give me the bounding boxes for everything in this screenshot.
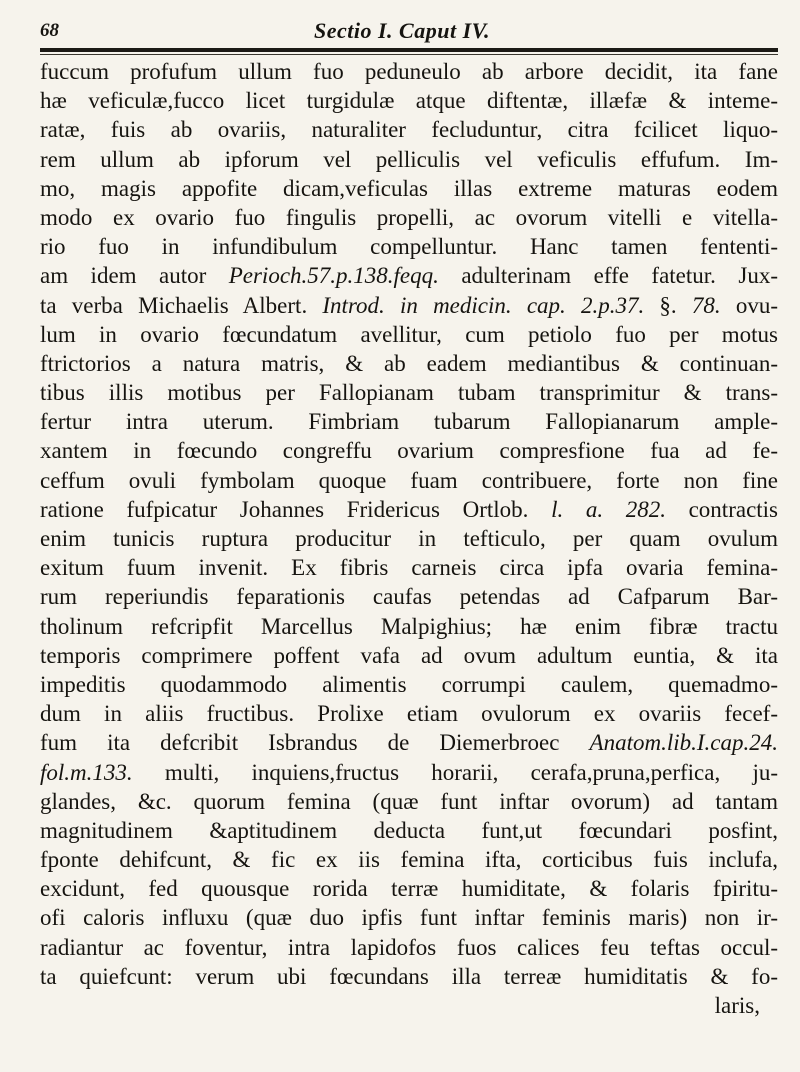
- line-text: radiantur ac foventur, intra lapidofos fuos calices feu teftas occul-: [40, 934, 778, 960]
- text-line: [40, 787, 778, 816]
- header-rule-thin: [40, 54, 778, 55]
- text-line: [40, 582, 778, 611]
- line-text: temporis comprimere poffent vafa ad ovum adultum euntia, & ita: [40, 642, 778, 668]
- line-text: tholinum refcripfit Marcellus Malpighius; hæ enim fibræ tractu: [40, 613, 778, 639]
- text-line: [40, 670, 778, 699]
- line-text: fponte dehifcunt, & fic ex iis femina ifta, corticibus fuis inclufa,: [40, 847, 778, 873]
- text-line: [40, 232, 778, 261]
- text-line: [40, 553, 778, 582]
- line-text: modo ex ovario fuo fingulis propelli, ac ovorum vitelli e vitella-: [40, 204, 778, 230]
- text-line: [40, 291, 778, 320]
- text-line: [40, 845, 778, 874]
- text-line: [40, 933, 778, 962]
- line-text: mo, magis appofite dicam,veficulas illas extreme maturas eodem: [40, 175, 778, 201]
- text-line: [40, 758, 778, 787]
- citation-text: l. a. 282.: [551, 496, 666, 522]
- running-head: [40, 16, 770, 50]
- text-line: [40, 991, 778, 1020]
- line-text: fertur intra uterum. Fimbriam tubarum Fallopianarum ample-: [40, 409, 778, 435]
- text-line: [40, 203, 778, 232]
- line-text: tibus illis motibus per Fallopianam tubam transprimitur & trans-: [40, 380, 778, 406]
- body-text: [40, 57, 778, 1020]
- header-rule: [40, 48, 778, 52]
- text-line: [40, 962, 778, 991]
- line-text: ovu-: [720, 292, 778, 318]
- line-text: hæ veficulæ,fucco licet turgidulæ atque diftentæ, illæfæ & inteme-: [40, 88, 778, 114]
- text-line: [40, 145, 778, 174]
- line-text: impeditis quodammodo alimentis corrumpi caulem, quemadmo-: [40, 671, 778, 697]
- text-line: [40, 612, 778, 641]
- text-line: [40, 816, 778, 845]
- line-text: ratæ, fuis ab ovariis, naturaliter fecluduntur, citra fcilicet liquo-: [40, 117, 778, 143]
- line-text: fum ita defcribit Isbrandus de Diemerbroec: [40, 730, 590, 756]
- line-text: dum in aliis fructibus. Prolixe etiam ovulorum ex ovariis fecef-: [40, 701, 778, 727]
- line-text: ceffum ovuli fymbolam quoque fuam contribuere, forte non fine: [40, 467, 778, 493]
- text-line: [40, 874, 778, 903]
- text-line: [40, 524, 778, 553]
- line-text: am idem autor: [40, 263, 229, 289]
- line-text: xantem in fœcundo congreffu ovarium compresfione fua ad fe-: [40, 438, 778, 464]
- line-text: §.: [644, 292, 692, 318]
- text-line: [40, 115, 778, 144]
- citation-text: Anatom.lib.I.cap.24.: [589, 730, 778, 756]
- citation-text: Perioch.57.p.138.feqq.: [228, 263, 439, 289]
- line-text: rio fuo in infundibulum compelluntur. Hanc tamen fententi-: [40, 234, 778, 260]
- text-line: [40, 436, 778, 465]
- line-text: ta quiefcunt: verum ubi fœcundans illa terreæ humiditatis & fo-: [40, 963, 778, 989]
- text-line: [40, 903, 778, 932]
- line-text: multi, inquiens,fructus horarii, cerafa,pruna,perfica, ju-: [132, 759, 778, 785]
- text-line: [40, 466, 778, 495]
- line-text: ratione fufpicatur Johannes Fridericus Ortlob.: [40, 496, 552, 522]
- section-chapter-heading: Sectio I. Caput IV.: [314, 18, 490, 43]
- text-line: [40, 728, 778, 757]
- line-text: enim tunicis ruptura producitur in tefticulo, per quam ovulum: [40, 526, 778, 551]
- line-text: exitum fuum invenit. Ex fibris carneis circa ipfa ovaria femina-: [40, 555, 778, 581]
- line-text: contractis: [665, 496, 778, 522]
- line-text: adulterinam effe fatetur. Jux-: [438, 263, 778, 289]
- text-line: [40, 86, 778, 115]
- line-text: rum reperiundis feparationis caufas petendas ad Cafparum Bar-: [40, 584, 778, 610]
- text-line: [40, 320, 778, 349]
- page-number: 68: [40, 20, 59, 41]
- line-text: laris,: [714, 993, 760, 1018]
- line-text: lum in ovario fœcundatum avellitur, cum petiolo fuo per motus: [40, 321, 778, 347]
- line-text: magnitudinem &aptitudinem deducta funt,ut fœcundari posfint,: [40, 817, 778, 843]
- text-line: [40, 407, 778, 436]
- text-line: [40, 641, 778, 670]
- text-line: [40, 261, 778, 290]
- citation-text: fol.m.133.: [40, 759, 133, 785]
- text-line: [40, 378, 778, 407]
- line-text: ta verba Michaelis Albert.: [40, 292, 323, 318]
- line-text: rem ullum ab ipforum vel pelliculis vel veficulis effufum. Im-: [40, 146, 778, 172]
- text-line: [40, 349, 778, 378]
- text-line: [40, 57, 778, 86]
- text-line: [40, 699, 778, 728]
- line-text: ftrictorios a natura matris, & ab eadem mediantibus & continuan-: [40, 350, 778, 376]
- citation-text: 78.: [691, 292, 721, 318]
- line-text: ofi caloris influxu (quæ duo ipfis funt inftar feminis maris) non ir-: [40, 905, 778, 931]
- text-line: [40, 495, 778, 524]
- line-text: excidunt, fed quousque rorida terræ humiditate, & folaris fpiritu-: [40, 876, 778, 902]
- text-line: [40, 174, 778, 203]
- line-text: fuccum profufum ullum fuo peduneulo ab arbore decidit, ita fane: [40, 59, 778, 84]
- citation-text: Introd. in medicin. cap. 2.p.37.: [322, 292, 645, 318]
- line-text: glandes, &c. quorum femina (quæ funt inftar ovorum) ad tantam: [40, 788, 778, 814]
